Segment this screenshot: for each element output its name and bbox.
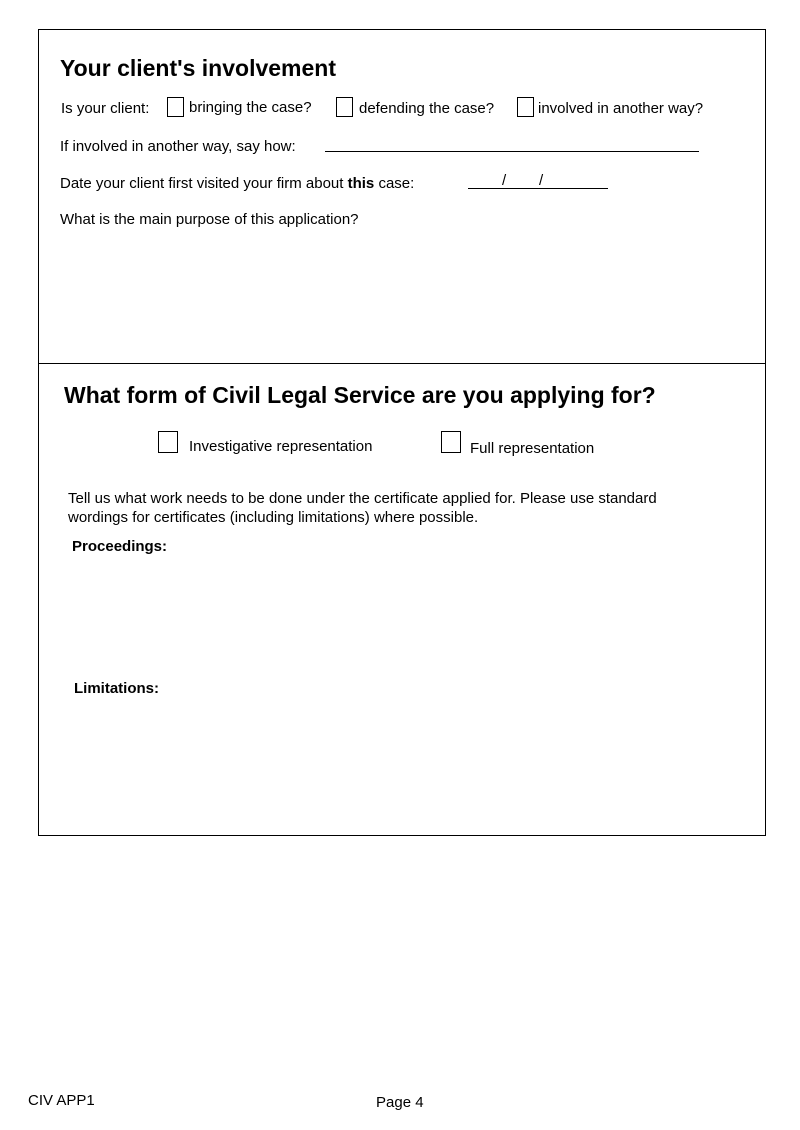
section-title-civil-legal-service: What form of Civil Legal Service are you applying for?: [64, 382, 656, 408]
option-defending-case-label: defending the case?: [359, 100, 495, 117]
checkbox-involved-other[interactable]: [517, 97, 534, 117]
instruction-line-1: Tell us what work needs to be done under the certificate applied for. Please use standard: [68, 490, 657, 507]
main-purpose-question: What is the main purpose of this application?: [60, 211, 359, 228]
date-input-line[interactable]: [468, 188, 608, 189]
limitations-label: Limitations:: [74, 680, 159, 697]
form-code: CIV APP1: [28, 1092, 95, 1109]
involved-other-label: If involved in another way, say how:: [60, 138, 296, 155]
proceedings-label: Proceedings:: [72, 538, 168, 555]
is-client-label: Is your client:: [61, 100, 150, 117]
checkbox-bringing-case[interactable]: [167, 97, 184, 117]
checkbox-full-representation[interactable]: [441, 431, 461, 453]
date-first-visited-label: Date your client first visited your firm about this case:: [60, 175, 415, 192]
involved-other-input-line[interactable]: [325, 151, 699, 152]
instruction-line-2: wordings for certificates (including limitations) where possible.: [68, 509, 479, 526]
limitations-answer-area[interactable]: [68, 702, 758, 827]
main-purpose-answer-area[interactable]: [60, 235, 750, 355]
option-bringing-case-label: bringing the case?: [189, 99, 312, 116]
section-title-client-involvement: Your client's involvement: [60, 55, 336, 81]
page-number: Page 4: [376, 1094, 424, 1111]
checkbox-investigative-representation[interactable]: [158, 431, 178, 453]
option-investigative-representation-label: Investigative representation: [189, 438, 373, 455]
proceedings-answer-area[interactable]: [68, 560, 758, 675]
date-separator-1: /: [502, 172, 507, 189]
checkbox-defending-case[interactable]: [336, 97, 353, 117]
option-involved-other-label: involved in another way?: [538, 100, 704, 117]
option-full-representation-label: Full representation: [470, 440, 595, 457]
date-separator-2: /: [539, 172, 544, 189]
